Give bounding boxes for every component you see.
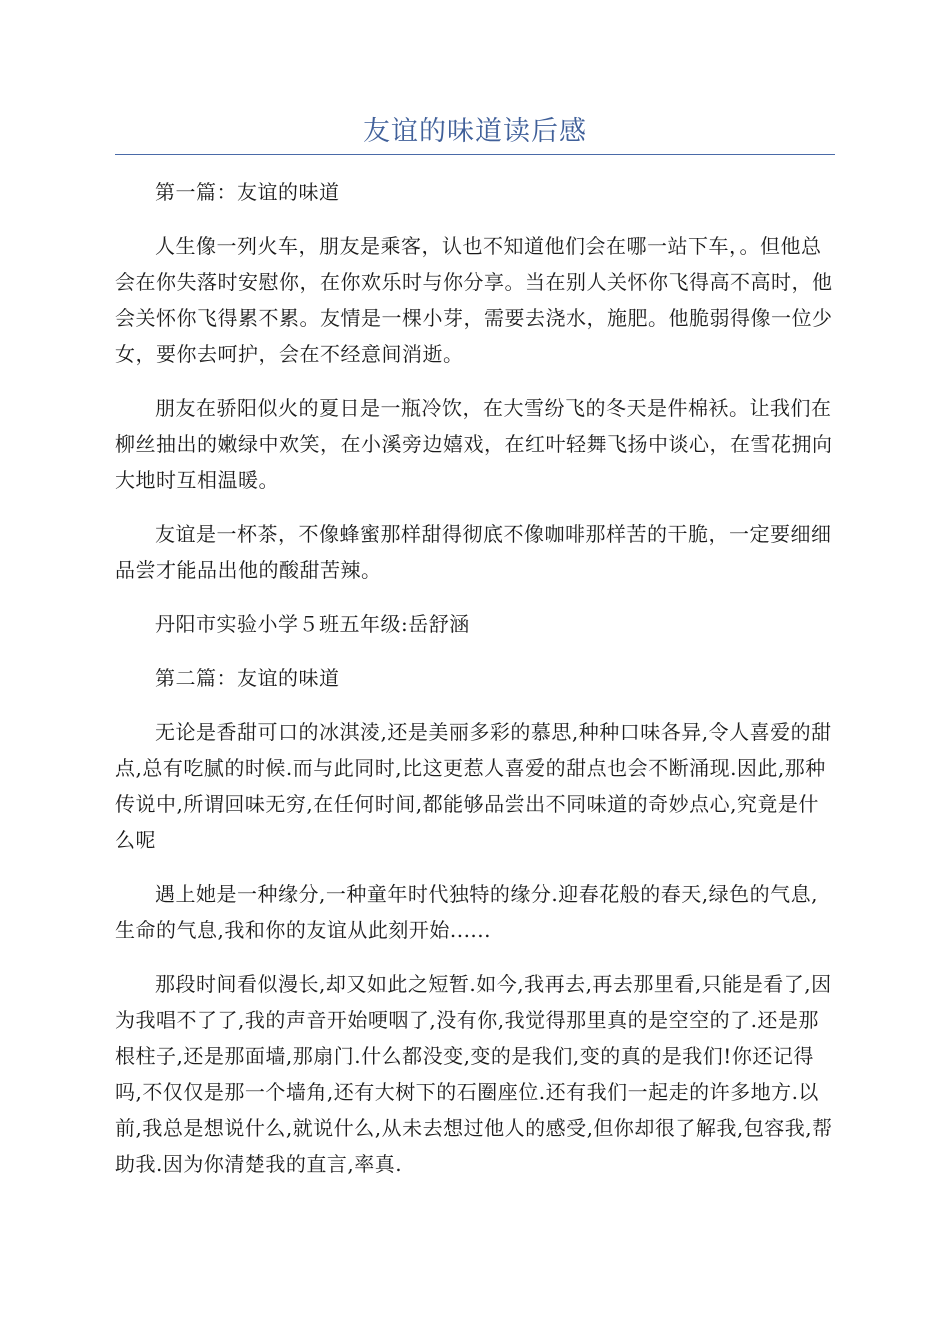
document-title: 友谊的味道读后感 xyxy=(363,116,587,147)
paragraph: 无论是香甜可口的冰淇淩,还是美丽多彩的慕思,种种口味各异,令人喜爱的甜点,总有吃腻的时候.而与此同时,比这更惹人喜爱的甜点也会不断涌现.因此,那种传说中,所谓回味无穷,在任何时间,都能够品尝出不同味道的奇妙点心,究竟是什么呢 xyxy=(115,720,832,852)
author-line: 丹阳市实验小学５班五年级:岳舒涵 xyxy=(155,612,470,636)
section-heading: 第一篇：友谊的味道 xyxy=(155,180,340,204)
section-heading: 第二篇：友谊的味道 xyxy=(155,666,340,690)
title-underline xyxy=(115,154,835,155)
paragraph: 人生像一列火车，朋友是乘客，认也不知道他们会在哪一站下车，。但他总会在你失落时安慰你，在你欢乐时与你分享。当在别人关怀你飞得高不高时，他会关怀你飞得累不累。友情是一棵小芽，需要去浇水，施肥。他脆弱得像一位少女，要你去呵护，会在不经意间消逝。 xyxy=(115,234,833,366)
paragraph: 那段时间看似漫长,却又如此之短暂.如今,我再去,再去那里看,只能是看了,因为我唱不了了,我的声音开始哽咽了,没有你,我觉得那里真的是空空的了.还是那根柱子,还是那面墙,那扇门.什么都没变,变的是我们,变的真的是我们!你还记得吗,不仅仅是那一个墙角,还有大树下的石圈座位.还有我们一起走的许多地方.以前,我总是想说什么,就说什么,从未去想过他人的感受,但你却很了解我,包容我,帮助我.因为你清楚我的直言,率真. xyxy=(115,972,833,1176)
paragraph: 友谊是一杯茶，不像蜂蜜那样甜得彻底不像咖啡那样苦的干脆，一定要细细品尝才能品出他的酸甜苦辣。 xyxy=(115,522,832,582)
paragraph: 遇上她是一种缘分,一种童年时代独特的缘分.迎春花般的春天,绿色的气息,生命的气息,我和你的友谊从此刻开始...... xyxy=(115,882,818,942)
document-body xyxy=(115,174,835,1200)
paragraph: 朋友在骄阳似火的夏日是一瓶冷饮，在大雪纷飞的冬天是件棉袄。让我们在柳丝抽出的嫩绿中欢笑，在小溪旁边嬉戏，在红叶轻舞飞扬中谈心，在雪花拥向大地时互相温暖。 xyxy=(115,396,833,492)
